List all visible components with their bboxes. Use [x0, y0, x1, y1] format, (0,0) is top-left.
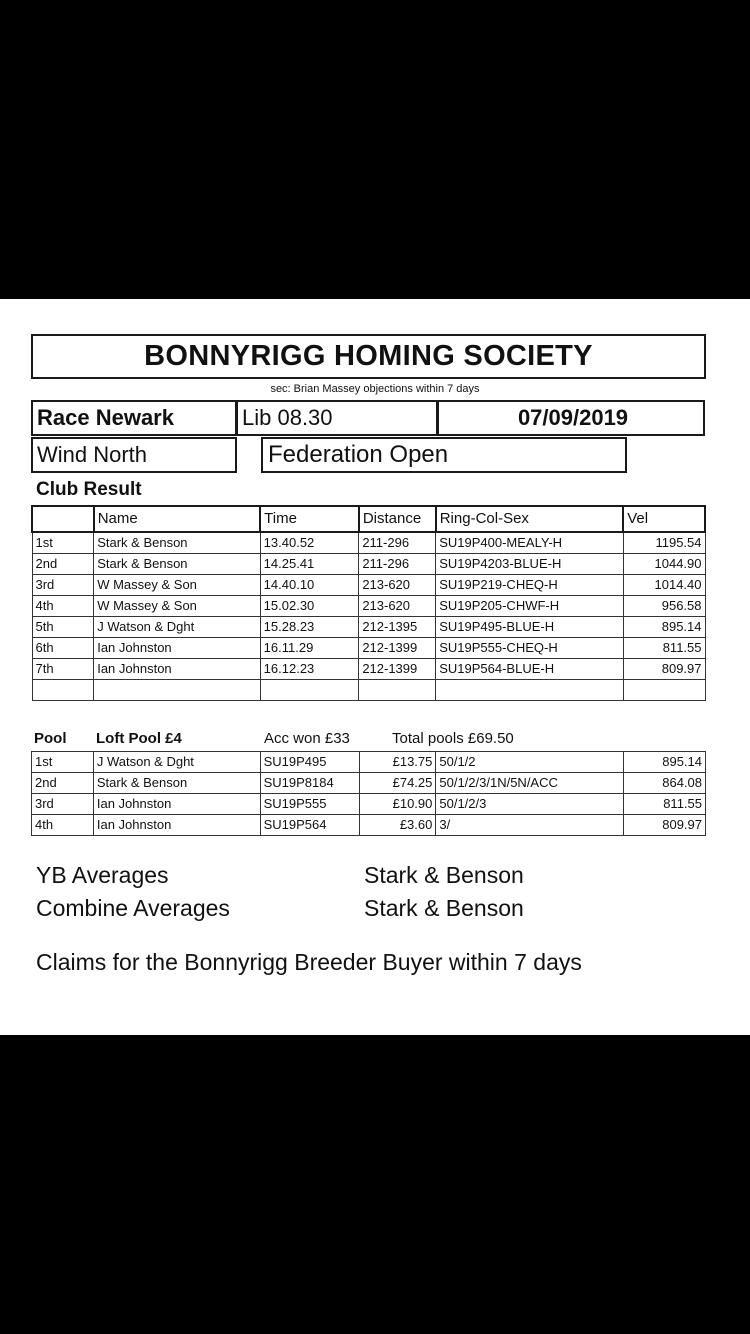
time-cell: 14.25.41	[260, 554, 359, 575]
column-header-time: Time	[260, 506, 359, 532]
name-cell: Stark & Benson	[94, 532, 260, 554]
velocity-cell: 864.08	[624, 773, 706, 794]
pools-cell: 50/1/2/3	[436, 794, 624, 815]
velocity-cell: 1195.54	[623, 532, 705, 554]
distance-cell: 213-620	[359, 596, 436, 617]
time-cell: 14.40.10	[260, 575, 359, 596]
table-row	[32, 638, 705, 659]
position-cell: 1st	[32, 532, 94, 554]
wind-direction: Wind North	[31, 437, 237, 473]
name-cell: W Massey & Son	[94, 575, 260, 596]
position-cell: 4th	[32, 596, 94, 617]
time-cell: 16.11.29	[260, 638, 359, 659]
pools-cell: 50/1/2/3/1N/5N/ACC	[436, 773, 624, 794]
table-row	[32, 659, 705, 680]
ring-cell: SU19P400-MEALY-H	[436, 532, 623, 554]
club-result-table	[31, 505, 706, 701]
name-cell: Stark & Benson	[93, 773, 260, 794]
distance-cell: 211-296	[359, 532, 436, 554]
table-row	[32, 794, 706, 815]
loft-pool-label: Loft Pool £4	[96, 730, 182, 747]
ring-cell: SU19P495	[260, 752, 359, 773]
velocity-cell: 809.97	[623, 659, 705, 680]
amount-cell: £10.90	[359, 794, 436, 815]
name-cell: Ian Johnston	[93, 815, 260, 836]
time-cell: 15.02.30	[260, 596, 359, 617]
secretary-note: sec: Brian Massey objections within 7 days	[270, 383, 480, 395]
amount-cell: £3.60	[359, 815, 436, 836]
ring-cell: SU19P564	[260, 815, 359, 836]
velocity-cell: 895.14	[624, 752, 706, 773]
amount-cell: £74.25	[359, 773, 436, 794]
name-cell: J Watson & Dght	[94, 617, 260, 638]
position-cell: 4th	[32, 815, 94, 836]
name-cell: Ian Johnston	[94, 638, 260, 659]
total-pools-label: Total pools £69.50	[392, 730, 514, 747]
column-header-name: Name	[94, 506, 260, 532]
table-row	[32, 815, 706, 836]
distance-cell: 212-1399	[359, 638, 436, 659]
velocity-cell: 1014.40	[623, 575, 705, 596]
column-header-distance: Distance	[359, 506, 436, 532]
position-header	[32, 506, 94, 532]
velocity-cell: 895.14	[623, 617, 705, 638]
table-header-row	[32, 506, 705, 532]
name-cell: Ian Johnston	[94, 659, 260, 680]
distance-cell: 213-620	[359, 575, 436, 596]
pools-cell: 50/1/2	[436, 752, 624, 773]
name-cell: J Watson & Dght	[93, 752, 260, 773]
velocity-cell: 1044.90	[623, 554, 705, 575]
name-cell: Stark & Benson	[94, 554, 260, 575]
empty-row	[32, 680, 705, 701]
table-row	[32, 617, 705, 638]
velocity-cell: 811.55	[623, 638, 705, 659]
position-cell: 3rd	[32, 794, 94, 815]
ring-cell: SU19P219-CHEQ-H	[436, 575, 623, 596]
column-header-ring: Ring-Col-Sex	[436, 506, 623, 532]
name-cell: Ian Johnston	[93, 794, 260, 815]
ring-cell: SU19P564-BLUE-H	[436, 659, 623, 680]
yb-averages-winner: Stark & Benson	[364, 862, 524, 888]
table-row	[32, 575, 705, 596]
table-row	[32, 532, 705, 554]
pools-cell: 3/	[436, 815, 624, 836]
velocity-cell: 809.97	[624, 815, 706, 836]
claims-note: Claims for the Bonnyrigg Breeder Buyer within 7 days	[36, 949, 582, 975]
ring-cell: SU19P4203-BLUE-H	[436, 554, 623, 575]
society-title: BONNYRIGG HOMING SOCIETY	[31, 334, 706, 379]
combine-averages-winner: Stark & Benson	[364, 895, 524, 921]
time-cell: 16.12.23	[260, 659, 359, 680]
club-result-heading: Club Result	[36, 479, 142, 500]
ring-cell: SU19P8184	[260, 773, 359, 794]
position-cell: 2nd	[32, 773, 94, 794]
race-type: Federation Open	[261, 437, 627, 473]
velocity-cell: 956.58	[623, 596, 705, 617]
ring-cell: SU19P495-BLUE-H	[436, 617, 623, 638]
pool-label: Pool	[34, 730, 67, 747]
results-sheet	[0, 299, 750, 1035]
time-cell: 13.40.52	[260, 532, 359, 554]
table-row	[32, 752, 706, 773]
table-row	[32, 596, 705, 617]
ring-cell: SU19P205-CHWF-H	[436, 596, 623, 617]
position-cell: 6th	[32, 638, 94, 659]
position-cell: 3rd	[32, 575, 94, 596]
name-cell: W Massey & Son	[94, 596, 260, 617]
acc-won-label: Acc won £33	[264, 730, 350, 747]
table-row	[32, 554, 705, 575]
race-name: Race Newark	[31, 400, 237, 436]
position-cell: 2nd	[32, 554, 94, 575]
velocity-cell: 811.55	[624, 794, 706, 815]
position-cell: 7th	[32, 659, 94, 680]
distance-cell: 212-1399	[359, 659, 436, 680]
pool-table	[31, 751, 706, 836]
ring-cell: SU19P555-CHEQ-H	[436, 638, 623, 659]
yb-averages-label: YB Averages	[36, 862, 169, 888]
position-cell: 1st	[32, 752, 94, 773]
race-date: 07/09/2019	[437, 400, 705, 436]
table-row	[32, 773, 706, 794]
ring-cell: SU19P555	[260, 794, 359, 815]
combine-averages-label: Combine Averages	[36, 895, 230, 921]
distance-cell: 212-1395	[359, 617, 436, 638]
position-cell: 5th	[32, 617, 94, 638]
column-header-vel: Vel	[623, 506, 705, 532]
liberation-time: Lib 08.30	[236, 400, 438, 436]
distance-cell: 211-296	[359, 554, 436, 575]
time-cell: 15.28.23	[260, 617, 359, 638]
amount-cell: £13.75	[359, 752, 436, 773]
